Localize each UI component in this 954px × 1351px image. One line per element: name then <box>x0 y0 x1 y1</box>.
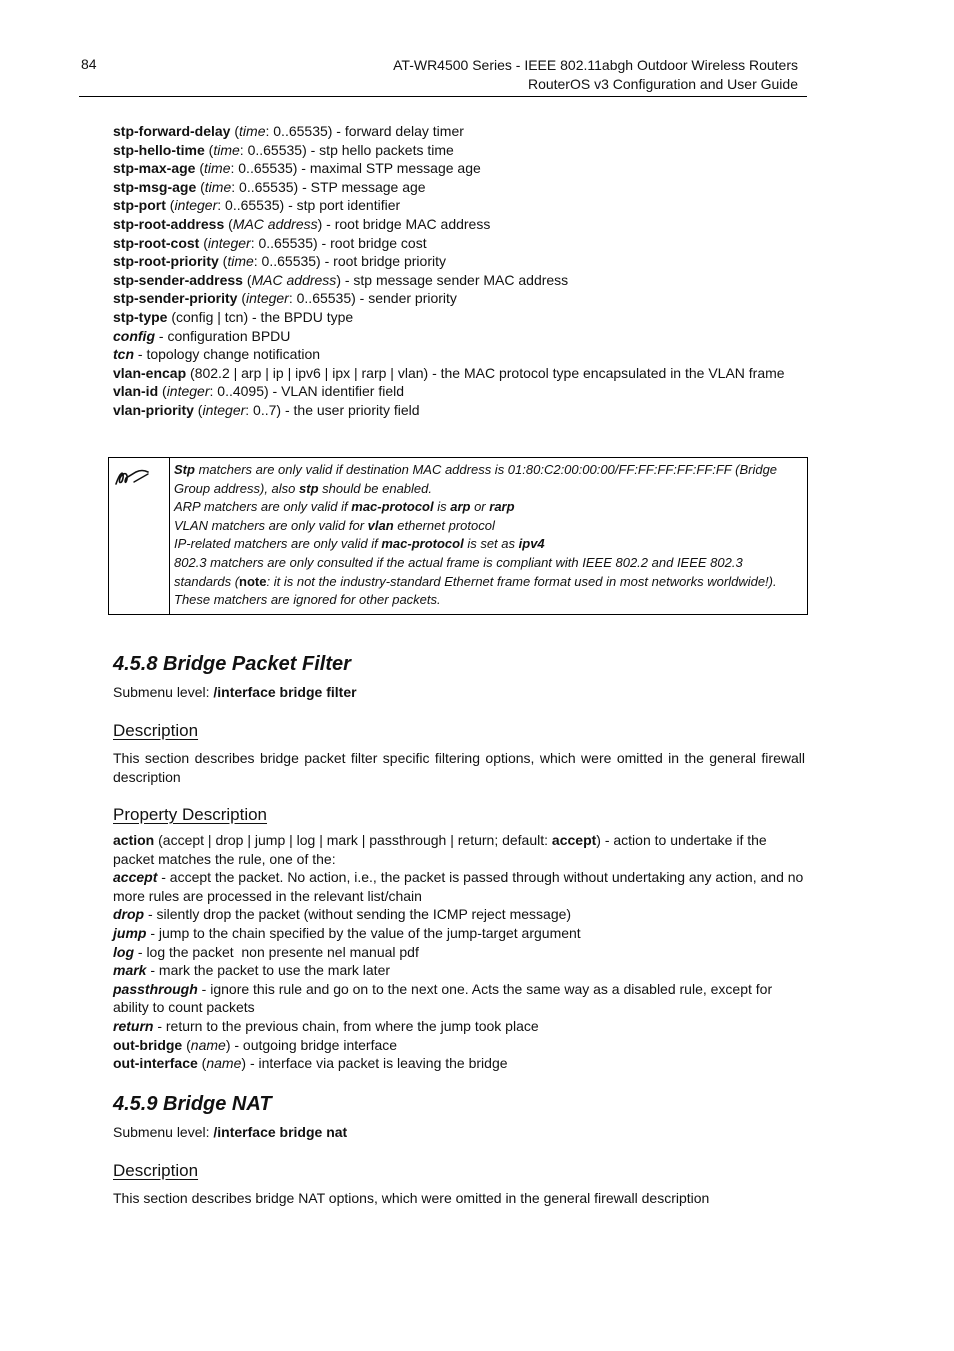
property-line: stp-root-address (MAC address) - root bridge MAC address <box>113 215 491 232</box>
description-heading-nat: Description <box>113 1161 199 1180</box>
note-8023-paragraph: 802.3 matchers are only consulted if the actual frame is compliant with IEEE 802.2 and IEEE 802.3 standards (note: it is not the industry-standard Ethernet frame format used in most networks worldwide!). These matchers are ignored for other packets. <box>174 554 777 608</box>
property-line: stp-type (config | tcn) - the BPDU type <box>113 308 354 325</box>
section-heading-bridge-packet-filter: 4.5.8 Bridge Packet Filter <box>113 653 351 675</box>
property-line: stp-sender-address (MAC address) - stp message sender MAC address <box>113 271 569 288</box>
property-value-line: config - configuration BPDU <box>113 327 291 344</box>
note-text <box>174 461 802 610</box>
note-pen-icon <box>114 466 150 488</box>
description-text-filter: This section describes bridge packet filter specific filtering options, which were omitted in the general firewall description <box>113 750 805 785</box>
property-line: action (accept | drop | jump | log | mark | passthrough | return; default: accept) - action to undertake if the packet matches the rule, one of the: <box>113 832 767 867</box>
running-header <box>393 56 798 94</box>
property-description-heading: Property Description <box>113 805 268 824</box>
description-heading-filter: Description <box>113 721 199 740</box>
property-line: stp-max-age (time: 0..65535) - maximal STP message age <box>113 160 481 177</box>
property-line: vlan-encap (802.2 | arp | ip | ipv6 | ipx | rarp | vlan) - the MAC protocol type encapsulated in the VLAN frame <box>113 364 785 381</box>
description-text-nat: This section describes bridge NAT options, which were omitted in the general firewall description <box>113 1190 710 1206</box>
property-line: stp-root-cost (integer: 0..65535) - root bridge cost <box>113 234 427 251</box>
header-rule <box>79 96 807 97</box>
property-line: stp-port (integer: 0..65535) - stp port identifier <box>113 197 401 214</box>
header-title-line2: RouterOS v3 Configuration and User Guide <box>527 76 798 92</box>
note-stp-paragraph: Stp matchers are only valid if destination MAC address is 01:80:C2:00:00:00/FF:FF:FF:FF:FF:FF (Bridge Group address), also stp should be enabled. <box>174 462 778 496</box>
property-value-line: return - return to the previous chain, from where the jump took place <box>113 1017 539 1034</box>
property-value-line: passthrough - ignore this rule and go on to the next one. Acts the same way as a disabled rule, except for ability to count packets <box>113 980 773 1016</box>
property-line: vlan-priority (integer: 0..7) - the user priority field <box>113 401 420 418</box>
filter-property-list <box>113 831 805 1073</box>
note-arp-paragraph: ARP matchers are only valid if mac-protocol is arp or rarp <box>174 499 515 515</box>
property-value-line: tcn - topology change notification <box>113 346 321 363</box>
note-ip-paragraph: IP-related matchers are only valid if mac-protocol is set as ipv4 <box>174 536 545 552</box>
submenu-level-nat: Submenu level: /interface bridge nat <box>113 1124 348 1140</box>
property-value-line: log - log the packet non presente nel manual pdf <box>113 943 419 960</box>
stp-property-list <box>113 122 805 420</box>
page-number: 84 <box>81 56 97 72</box>
property-line: out-bridge (name) - outgoing bridge interface <box>113 1036 398 1053</box>
note-box <box>108 457 808 615</box>
submenu-level-filter: Submenu level: /interface bridge filter <box>113 684 357 700</box>
header-title-line1: AT-WR4500 Series - IEEE 802.11abgh Outdoor Wireless Routers <box>393 57 798 73</box>
property-value-line: accept - accept the packet. No action, i.e., the packet is passed through without undertaking any action, and no more rules are processed in the relevant list/chain <box>113 869 804 904</box>
property-line: stp-sender-priority (integer: 0..65535) - sender priority <box>113 290 457 307</box>
section-heading-bridge-nat: 4.5.9 Bridge NAT <box>113 1093 272 1115</box>
property-line: stp-root-priority (time: 0..65535) - root bridge priority <box>113 253 446 270</box>
property-line: stp-hello-time (time: 0..65535) - stp hello packets time <box>113 141 454 158</box>
note-vlan-paragraph: VLAN matchers are only valid for vlan ethernet protocol <box>174 517 495 533</box>
property-value-line: jump - jump to the chain specified by the value of the jump-target argument <box>113 924 581 941</box>
property-value-line: mark - mark the packet to use the mark later <box>113 962 391 979</box>
note-divider <box>169 458 170 614</box>
property-line: stp-msg-age (time: 0..65535) - STP message age <box>113 178 426 195</box>
property-line: out-interface (name) - interface via packet is leaving the bridge <box>113 1055 508 1072</box>
property-line: stp-forward-delay (time: 0..65535) - forward delay timer <box>113 123 464 139</box>
property-value-line: drop - silently drop the packet (without sending the ICMP reject message) <box>113 906 572 923</box>
property-line: vlan-id (integer: 0..4095) - VLAN identifier field <box>113 383 405 400</box>
